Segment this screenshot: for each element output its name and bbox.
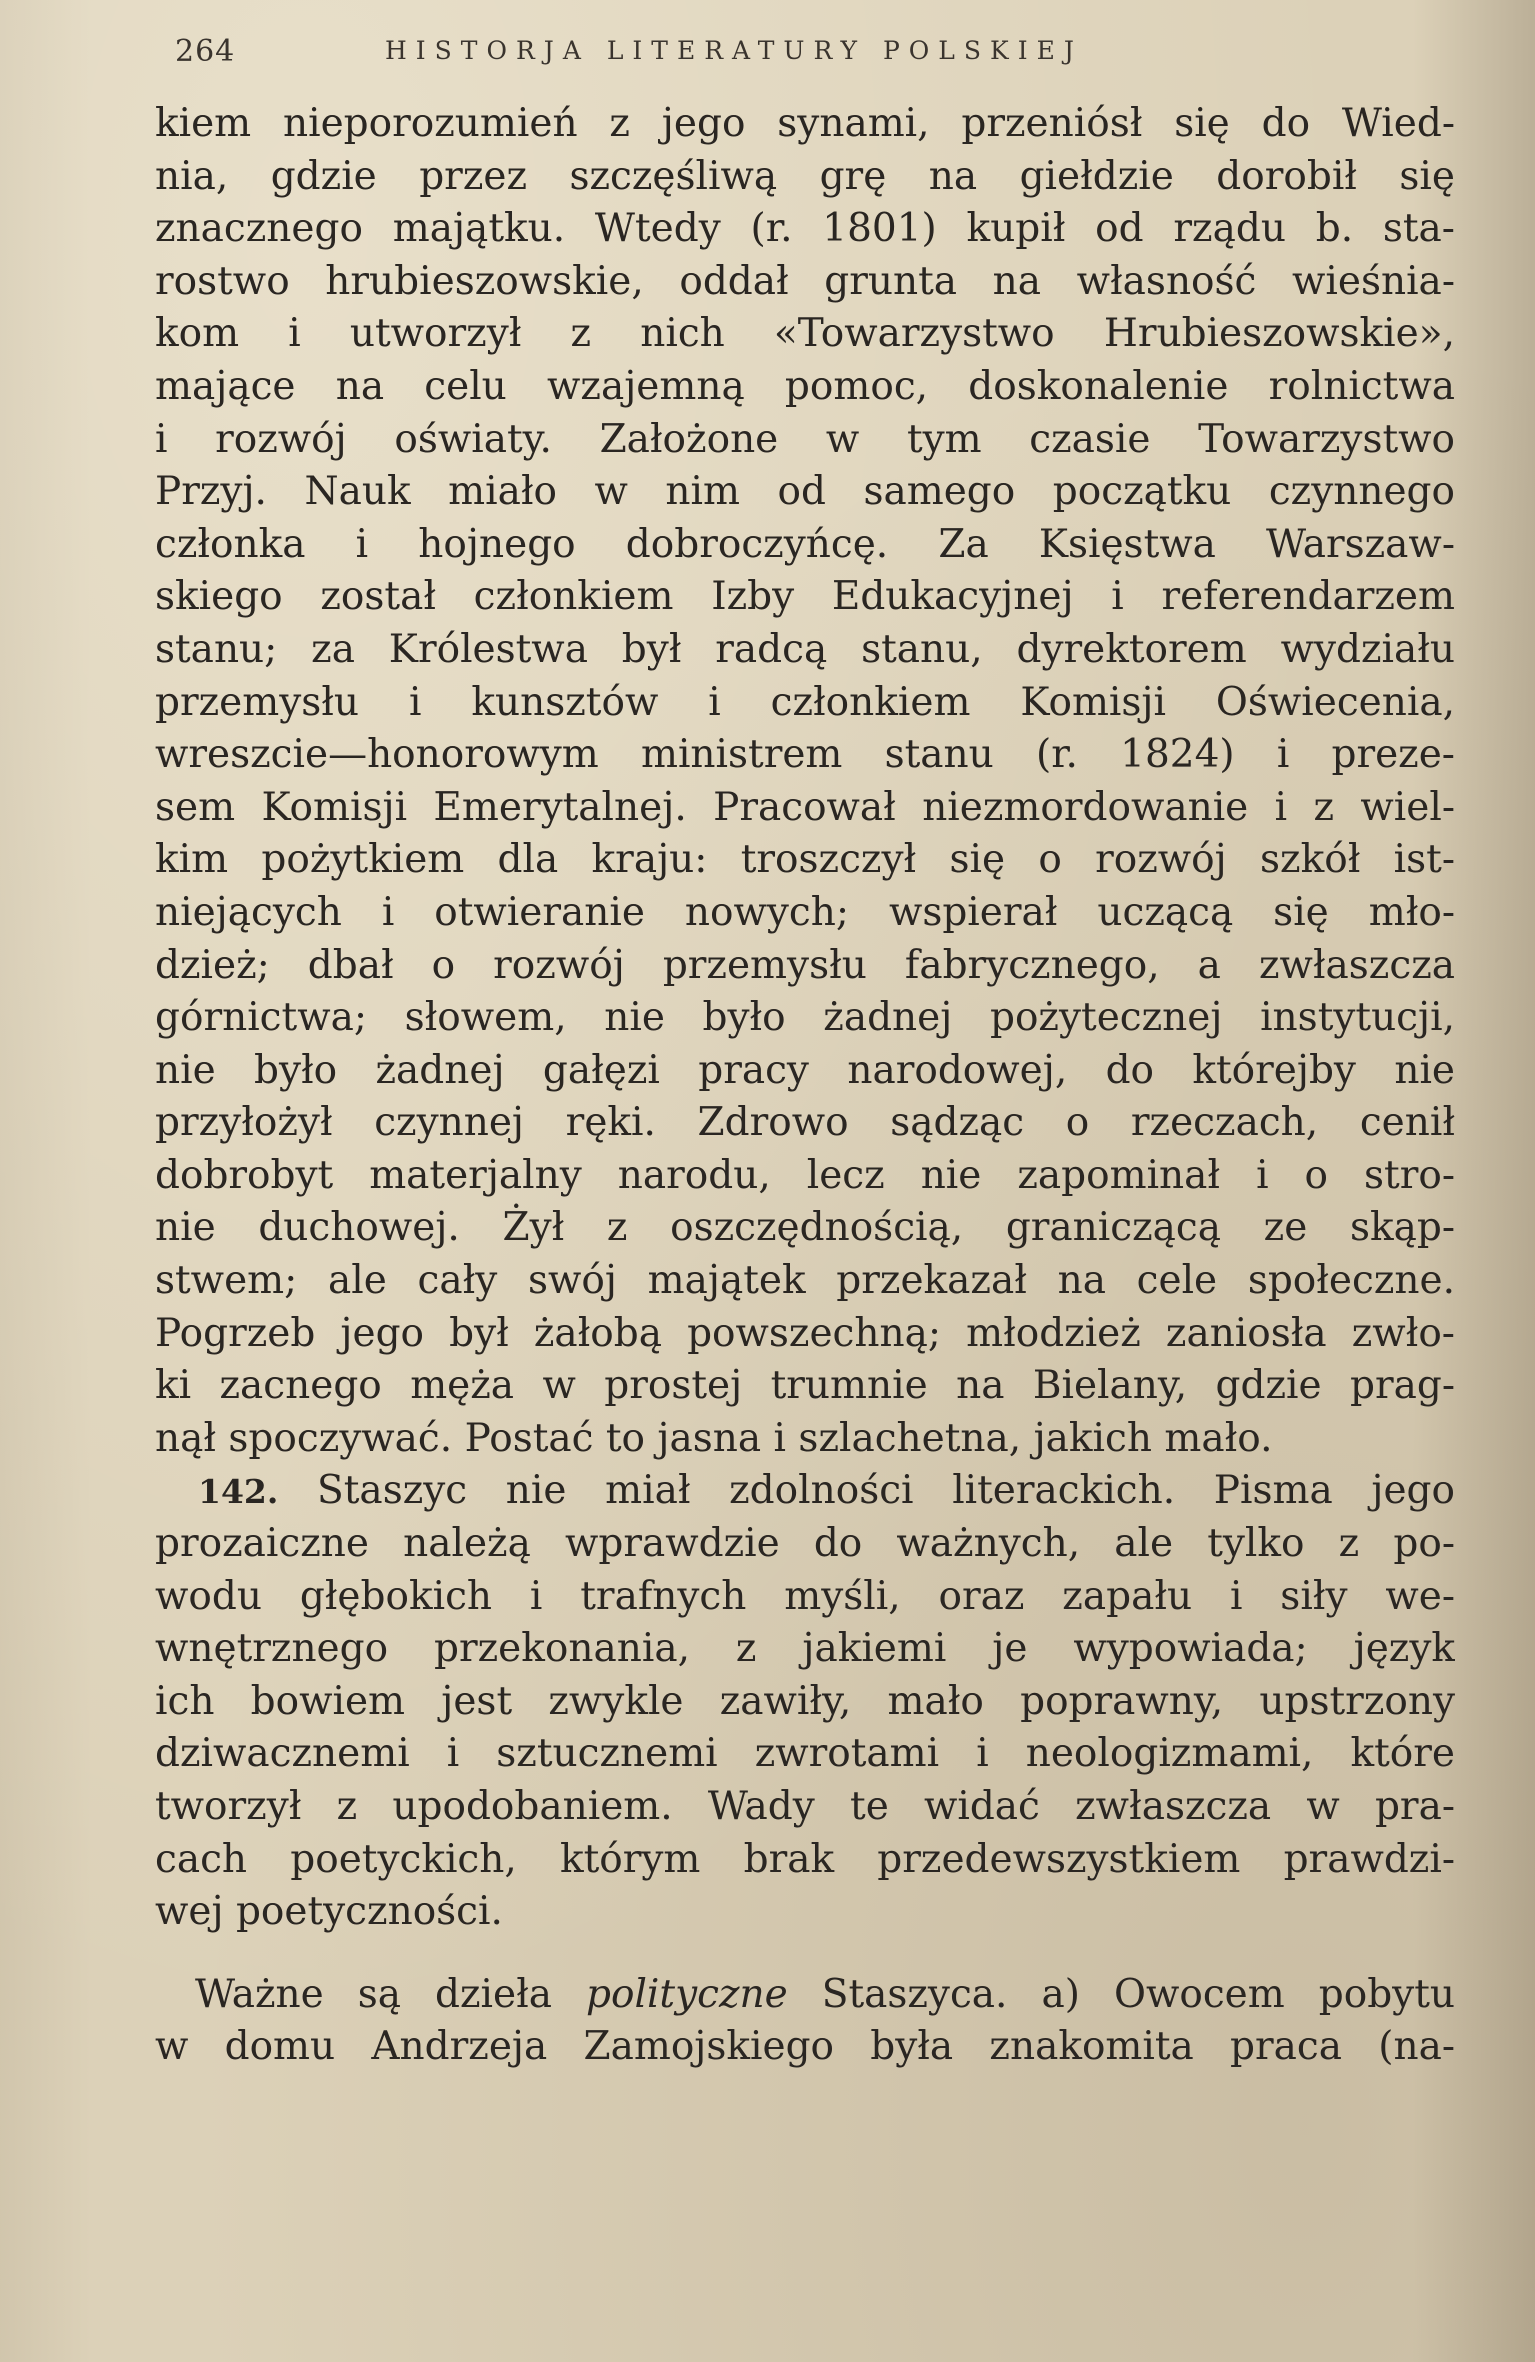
text-line: dziwacznemi i sztucznemi zwrotami i neologizmami, które [155,1731,1455,1777]
page-header [175,28,1355,78]
text-line: sem Komisji Emerytalnej. Pracował niezmordowanie i z wiel- [155,784,1455,830]
text-line: kiem nieporozumień z jego synami, przeniósł się do Wied- [155,101,1455,146]
text-line: i rozwój oświaty. Założone w tym czasie Towarzystwo [155,416,1455,462]
text-line: cach poetyckich, którym brak przedewszystkiem prawdzi- [155,1836,1455,1882]
text-line: niejących i otwieranie nowych; wspierał uczącą się mło- [155,889,1455,935]
text-line: przemysłu i kunsztów i członkiem Komisji Oświecenia, [155,679,1455,725]
text-line: stwem; ale cały swój majątek przekazał na cele społeczne. [155,1258,1455,1304]
text-line: ich bowiem jest zwykle zawiły, mało poprawny, upstrzony [155,1678,1455,1724]
text-line: mające na celu wzajemną pomoc, doskonalenie rolnictwa [155,363,1455,409]
text-line: wej poetyczności. [155,1889,503,1935]
text-line: wodu głębokich i trafnych myśli, oraz zapału i siły we- [155,1573,1455,1619]
text-line: skiego został członkiem Izby Edukacyjnej i referendarzem [155,574,1455,620]
italic-word: polityczne [586,1971,788,2017]
text-line: Pogrzeb jego był żałobą powszechną; młodzież zaniosła zwło- [155,1310,1455,1356]
text-line: nie było żadnej gałęzi pracy narodowej, do którejby nie [155,1047,1455,1093]
text-line: nia, gdzie przez szczęśliwą grę na giełdzie dorobił się [155,153,1455,199]
text-line: nie duchowej. Żył z oszczędnością, graniczącą ze skąp- [155,1205,1455,1251]
text-line: członka i hojnego dobroczyńcę. Za Księstwa Warszaw- [155,521,1455,567]
text-line: stanu; za Królestwa był radcą stanu, dyrektorem wydziału [155,626,1455,672]
text-line: nął spoczywać. Postać to jasna i szlachetna, jakich mało. [155,1415,1273,1461]
text-line: kim pożytkiem dla kraju: troszczył się o rozwój szkół ist- [155,837,1455,883]
final-paragraph-first-line [155,1969,1455,2022]
final-text-before: Ważne są dzieła [195,1971,587,2017]
text-line: dzież; dbał o rozwój przemysłu fabrycznego, a zwłaszcza [155,942,1455,988]
text-line: dobrobyt materjalny narodu, lecz nie zapominał i o stro- [155,1152,1455,1198]
text-line: Przyj. Nauk miało w nim od samego początku czynnego [155,469,1455,515]
text-line: tworzył z upodobaniem. Wady te widać zwłaszcza w pra- [155,1784,1455,1829]
text-line: rostwo hrubieszowskie, oddał grunta na własność wieśnia- [155,258,1455,304]
running-head: HISTORJA LITERATURY POLSKIEJ [385,36,1083,65]
page-number: 264 [175,34,236,69]
section-142-text: Staszyc nie miał zdolności literackich. Pisma jego [317,1468,1455,1514]
paragraph-gap [155,1939,1455,1969]
text-line: w domu Andrzeja Zamojskiego była znakomita praca (na- [155,2024,1455,2070]
text-line: znacznego majątku. Wtedy (r. 1801) kupił od rządu b. sta- [155,206,1455,252]
section-number: 142. [198,1472,279,1512]
final-text-after: Staszyca. a) Owocem pobytu [787,1971,1455,2017]
text-line: ki zacnego męża w prostej trumnie na Bielany, gdzie prag- [155,1363,1455,1409]
text-line: wreszcie—honorowym ministrem stanu (r. 1824) i preze- [155,732,1455,778]
text-line: przyłożył czynnej ręki. Zdrowo sądząc o rzeczach, cenił [155,1100,1455,1146]
text-line: wnętrznego przekonania, z jakiemi je wypowiada; język [155,1626,1455,1672]
text-line: kom i utworzył z nich «Towarzystwo Hrubieszowskie», [155,311,1455,357]
text-line: górnictwa; słowem, nie było żadnej pożytecznej instytucji, [155,995,1455,1041]
text-line: prozaiczne należą wprawdzie do ważnych, ale tylko z po- [155,1521,1455,1567]
section-142-first-line [155,1465,1455,1518]
body-text [155,98,1455,2074]
